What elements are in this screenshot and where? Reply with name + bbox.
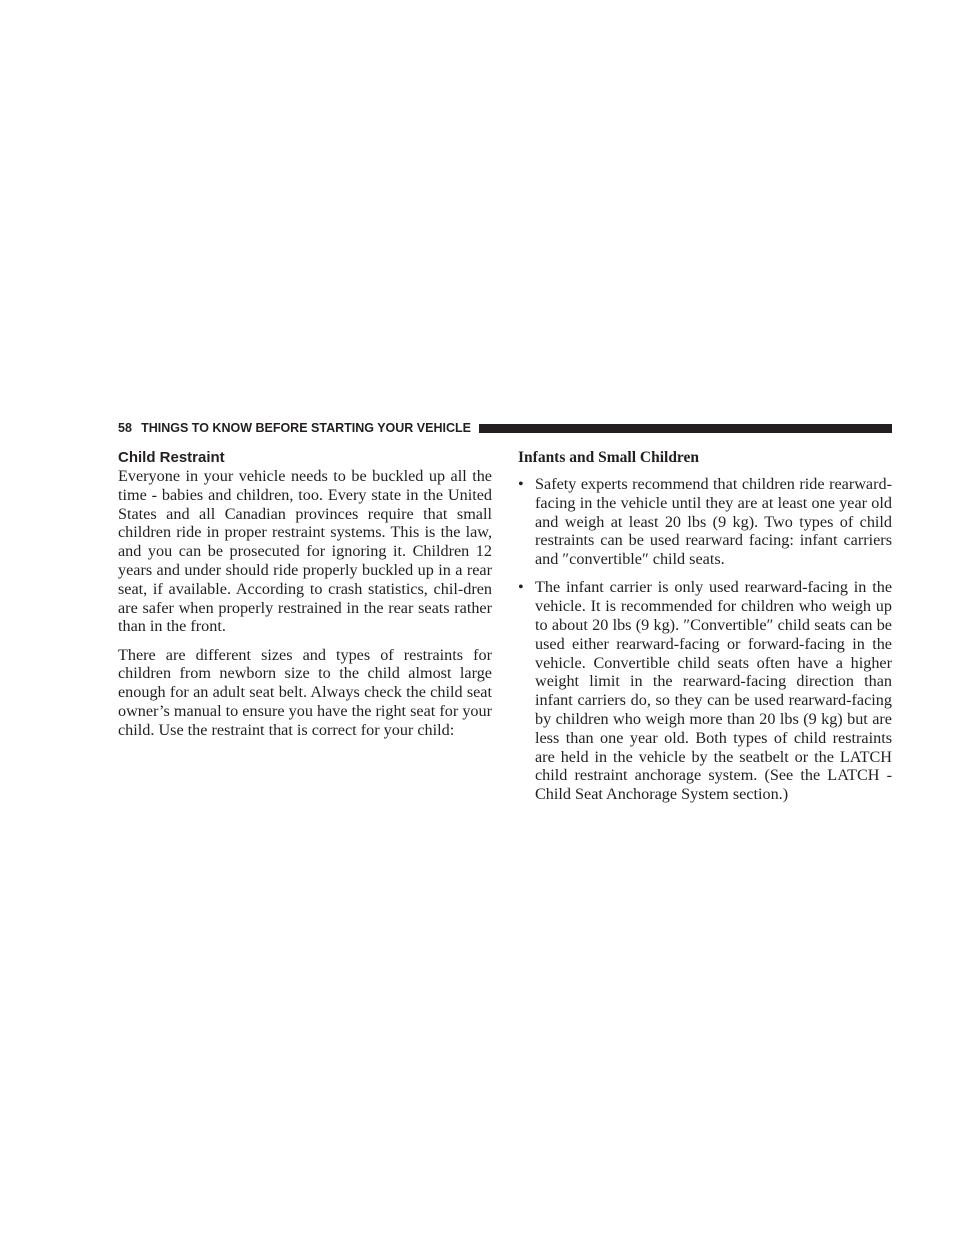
list-item: [518, 578, 892, 804]
paragraph-buckle-up: Everyone in your vehicle needs to be buckled up all the time - babies and children, too. Every state in the United States and all Canadian provinces require that small children ride in proper restraint systems. This is the law, and you can be prosecuted for ignoring it. Children 12 years and under should ride properly buckled up in a rear seat, if available. According to crash statistics, chil-dren are safer when properly restrained in the rear seats rather than in the front.: [118, 467, 492, 636]
infants-heading: Infants and Small Children: [518, 449, 700, 466]
right-column: [518, 448, 892, 814]
section-title: THINGS TO KNOW BEFORE STARTING YOUR VEHICLE: [141, 421, 471, 435]
bullet-icon: •: [518, 475, 524, 493]
page-header: [118, 420, 892, 436]
list-item: [518, 475, 892, 569]
page-number: 58: [118, 421, 133, 435]
child-restraint-heading: Child Restraint: [118, 449, 225, 466]
bullet-icon: •: [518, 578, 524, 597]
bullet-text: Safety experts recommend that children ride rearward-facing in the vehicle until they are at least one year old and weigh at least 20 lbs (9 kg). Two types of child restraints can be used rearward facing: infant carriers and ″convertible″ child seats.: [535, 475, 892, 569]
header-rule: [479, 424, 892, 433]
left-column: [118, 448, 492, 749]
bullet-text: The infant carrier is only used rearward-facing in the vehicle. It is recommended for children who weigh up to about 20 lbs (9 kg). ″Convertible″ child seats can be used either rearward-facing or forward-facing in the vehicle. Convertible child seats often have a higher weight limit in the rearward-facing direction than infant carriers do, so they can be used rearward-facing by children who weigh more than 20 lbs (9 kg) but are less than one year old. Both types of child restraints are held in the vehicle by the seatbelt or the LATCH child restraint anchorage system. (See the LATCH - Child Seat Anchorage System section.): [535, 578, 892, 804]
bullet-list: [518, 475, 892, 804]
paragraph-sizes-types: There are different sizes and types of restraints for children from newborn size to the child almost large enough for an adult seat belt. Always check the child seat owner’s manual to ensure you have the right seat for your child. Use the restraint that is correct for your child:: [118, 645, 492, 739]
